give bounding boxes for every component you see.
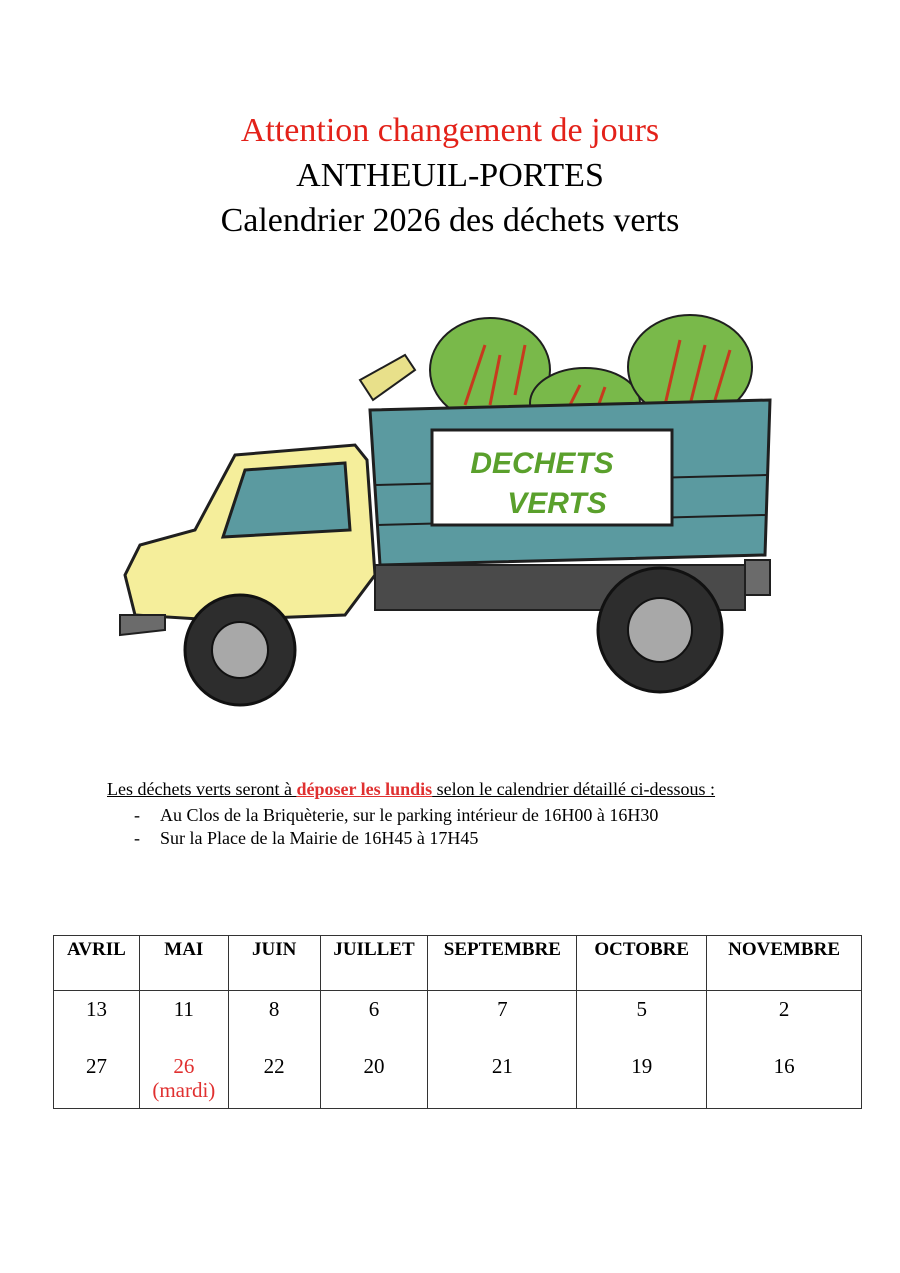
dates-octobre	[577, 991, 707, 1109]
month-juin: JUIN	[228, 936, 320, 991]
calendar-header-row	[54, 936, 862, 991]
location-list	[107, 804, 757, 850]
dates-avril	[54, 991, 140, 1109]
month-juillet: JUILLET	[320, 936, 428, 991]
month-avril: AVRIL	[54, 936, 140, 991]
dates-juin	[228, 991, 320, 1109]
intro-part2: selon le calendrier détaillé ci-dessous :	[432, 779, 716, 799]
title-calendar: Calendrier 2026 des déchets verts	[220, 202, 680, 239]
date: 8	[268, 997, 280, 1021]
truck-illustration	[105, 275, 785, 715]
title-warning: Attention changement de jours	[240, 112, 660, 149]
date: 16	[773, 1054, 795, 1078]
dates-juillet	[320, 991, 428, 1109]
location-1: Au Clos de la Briquèterie, sur le parking intérieur de 16H00 à 16H30	[160, 805, 659, 825]
month-novembre: NOVEMBRE	[707, 936, 862, 991]
date: 6	[368, 997, 380, 1021]
location-item: - Sur la Place de la Mairie de 16H45 à 17H45	[134, 828, 479, 848]
date: 19	[631, 1054, 653, 1078]
rear-wheel	[598, 568, 722, 692]
sign-line2: VERTS	[507, 487, 607, 520]
date: 13	[85, 997, 107, 1021]
location-2: Sur la Place de la Mairie de 16H45 à 17H45	[160, 828, 479, 848]
date: 27	[85, 1054, 107, 1078]
month-mai: MAI	[139, 936, 228, 991]
month-octobre: OCTOBRE	[577, 936, 707, 991]
sign-line1: DECHETS	[470, 447, 614, 480]
date: 22	[263, 1054, 285, 1078]
month-septembre: SEPTEMBRE	[428, 936, 577, 991]
day-change-note: (mardi)	[152, 1078, 216, 1102]
date: 20	[363, 1054, 385, 1078]
intro-highlight: déposer les lundis	[296, 779, 433, 799]
date: 11	[173, 997, 194, 1021]
collection-calendar	[53, 935, 862, 1109]
front-wheel	[185, 595, 295, 705]
intro-part1: Les déchets verts seront à	[107, 779, 297, 799]
title-commune: ANTHEUIL-PORTES	[296, 157, 604, 194]
location-item: - Au Clos de la Briquèterie, sur le parking intérieur de 16H00 à 16H30	[134, 805, 659, 825]
date-changed: 26	[173, 1054, 195, 1078]
date: 21	[491, 1054, 513, 1078]
dates-mai	[139, 991, 228, 1109]
dates-novembre	[707, 991, 862, 1109]
intro-text	[107, 778, 757, 850]
calendar-dates-row	[54, 991, 862, 1109]
date: 5	[636, 997, 647, 1021]
date: 2	[778, 997, 790, 1021]
date: 7	[497, 997, 508, 1021]
dates-septembre	[428, 991, 577, 1109]
